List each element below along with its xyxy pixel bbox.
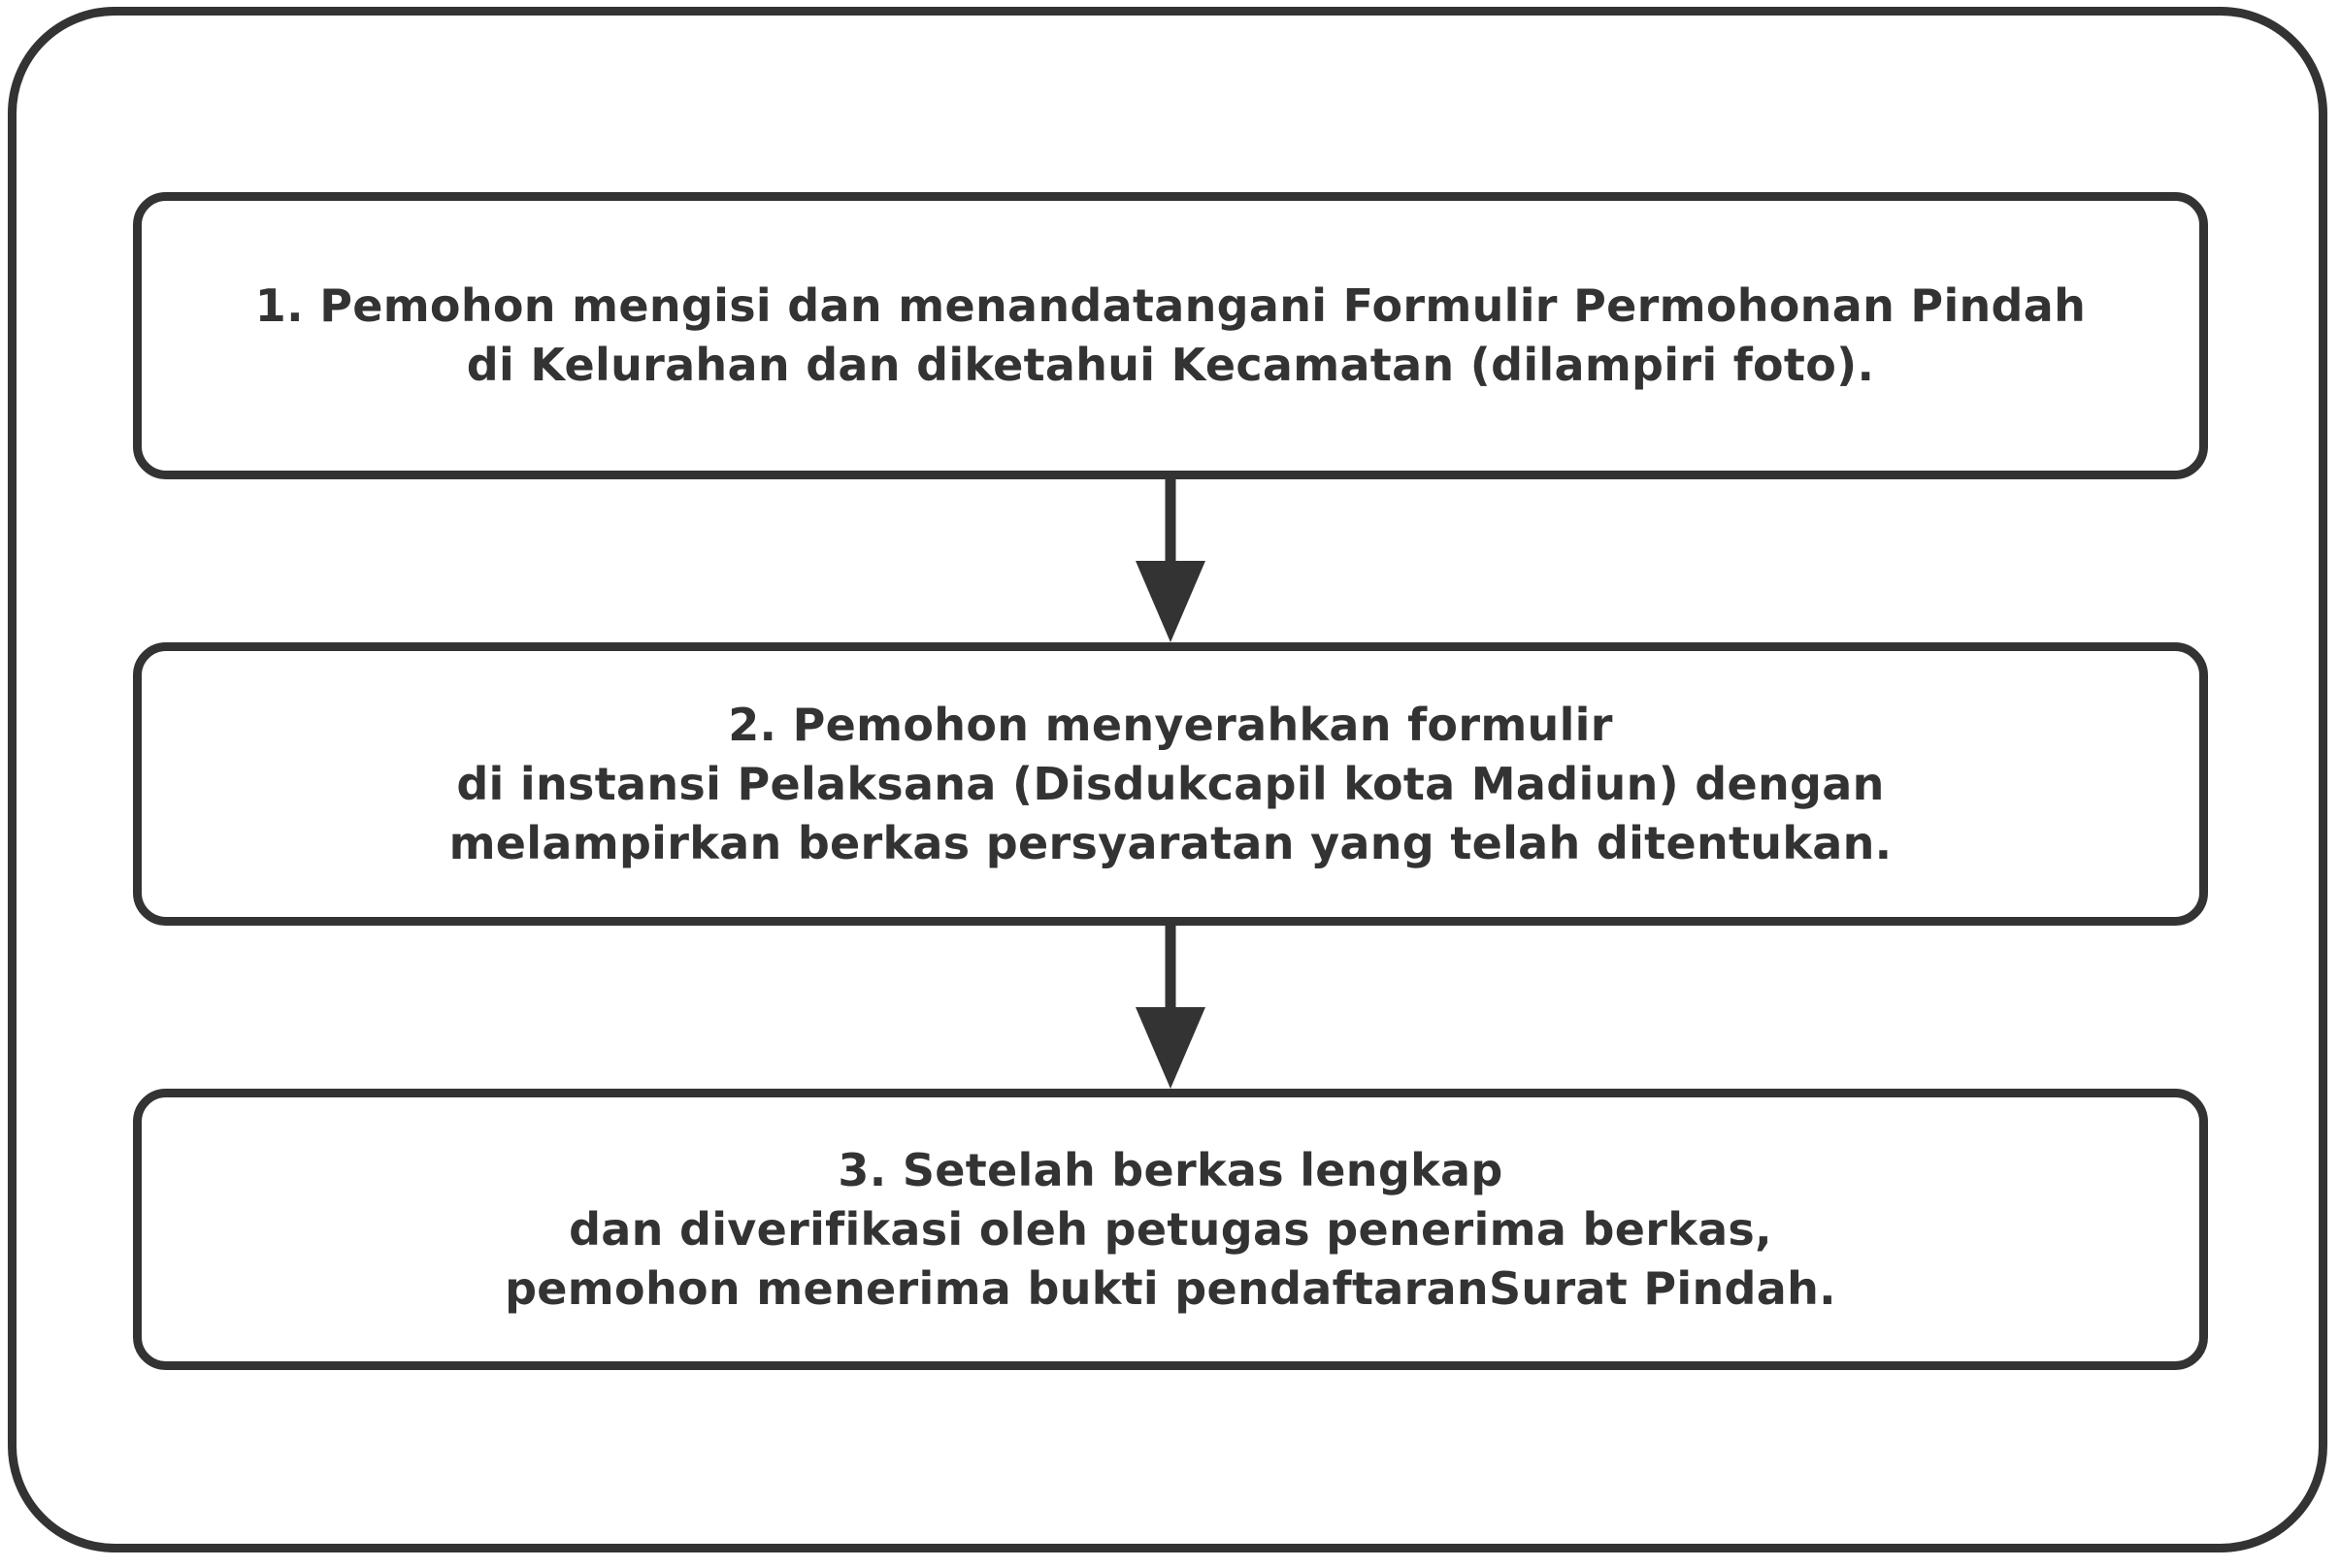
step-2-text [449,696,1893,873]
step-3-box [133,1089,2208,1370]
step-3-line-1: 3. Setelah berkas lengkap [838,1143,1503,1196]
step-3-line-3: pemohon menerima bukti pendaftaranSurat Pindah. [505,1261,1836,1315]
step-3-line-2: dan diverifikasi oleh petugas penerima berkas, [569,1202,1772,1256]
step-2-line-2: di instansi Pelaksana (Disdukcapil kota Madiun) dengan [456,757,1885,810]
step-2-line-3: melampirkan berkas persyaratan yang telah ditentukan. [448,816,1893,869]
step-1-box [133,192,2208,479]
step-1-text [255,277,2086,395]
step-1-line-2: di Kelurahan dan diketahui Kecamatan (dilampiri foto). [466,339,1875,391]
step-3-text [505,1141,1836,1319]
step-2-box [133,642,2208,926]
step-2-line-1: 2. Pemohon menyerahkan formulir [728,698,1613,751]
step-1-line-1: 1. Pemohon mengisi dan menandatangani Formulir Permohonan Pindah [254,279,2087,332]
